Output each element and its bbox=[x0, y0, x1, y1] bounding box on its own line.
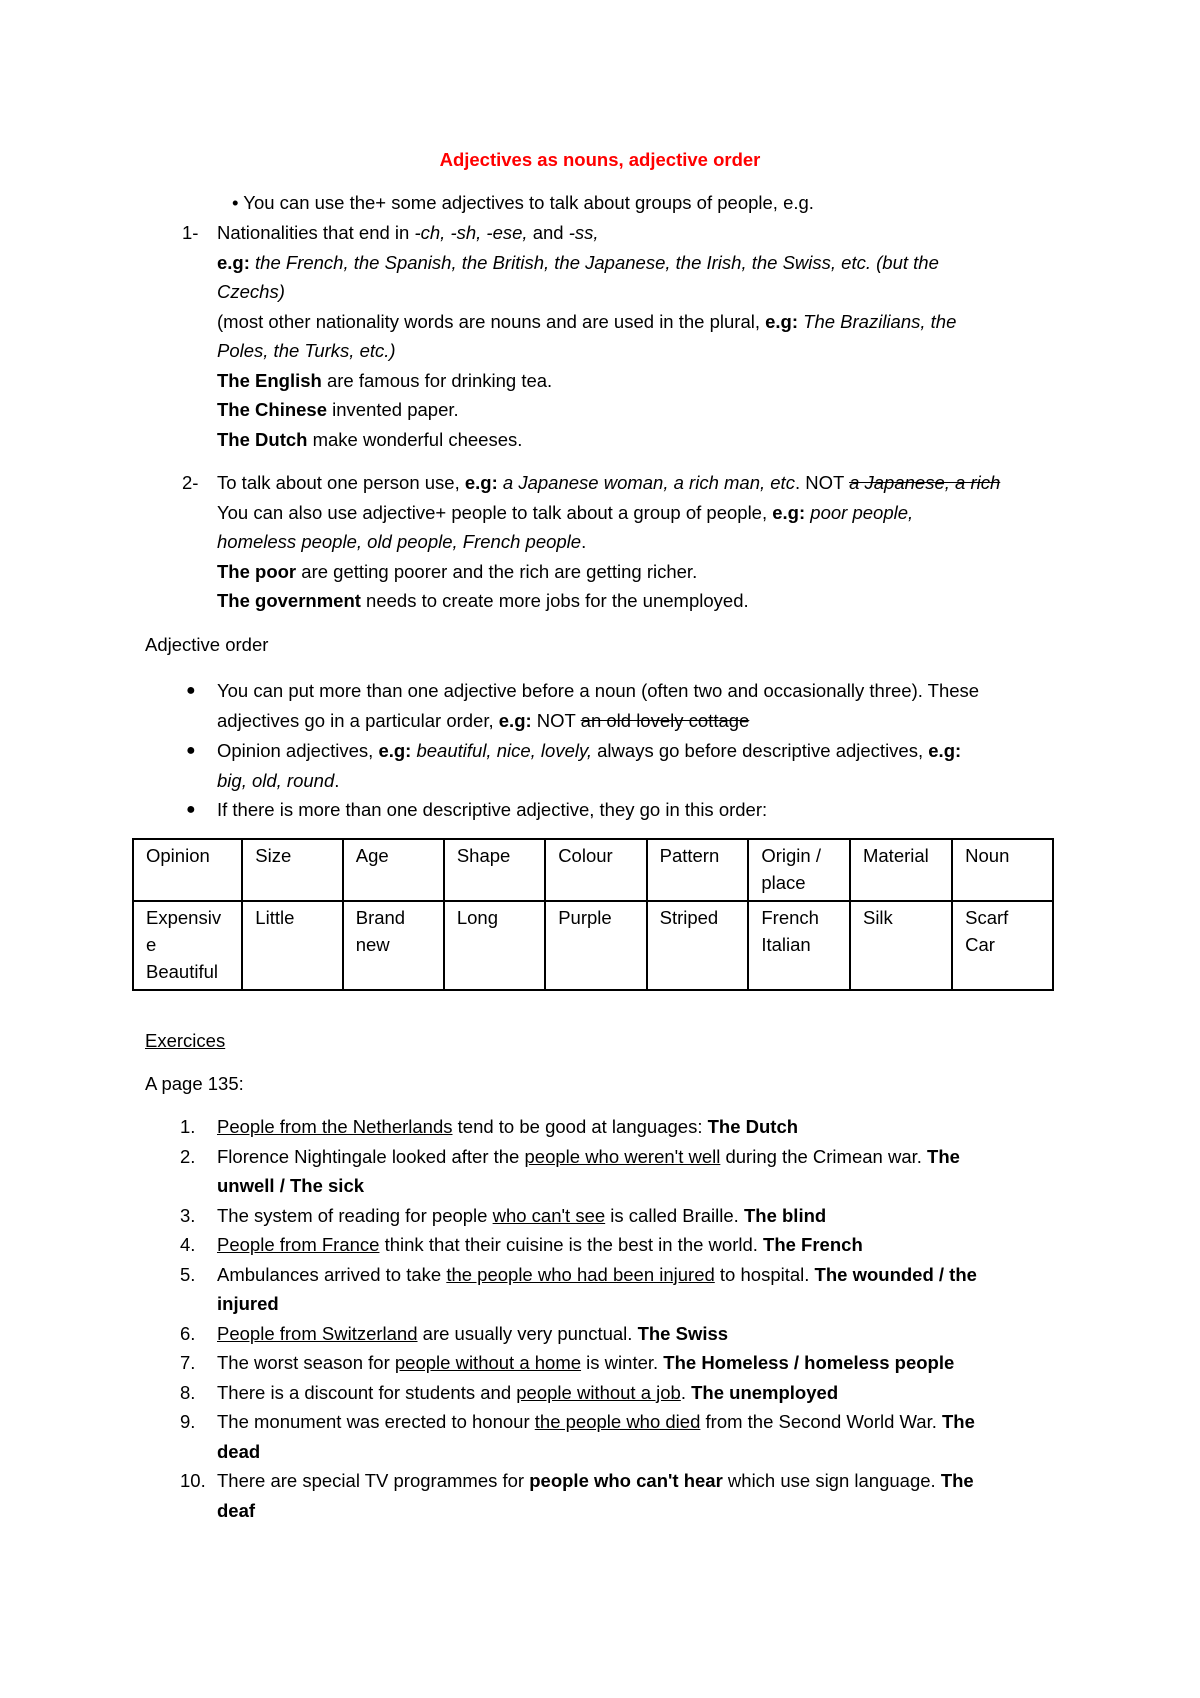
exercises-heading: Exercices bbox=[145, 1030, 226, 1051]
list-item bbox=[145, 1142, 1075, 1201]
item1-note: (most other nationality words are nouns and are used in the plural, e.g: The Brazilians, the bbox=[217, 310, 957, 332]
list-item-text: is called Braille. bbox=[605, 1204, 744, 1226]
table-cell: French Italian bbox=[748, 901, 850, 990]
item2-number: 2- bbox=[182, 472, 199, 493]
list-item bbox=[145, 1230, 1075, 1260]
list-item-text: There are special TV programmes for bbox=[217, 1470, 530, 1491]
answer-text: unwell / The sick bbox=[217, 1175, 365, 1196]
answer-text: The Dutch bbox=[707, 1116, 799, 1137]
underlined-phrase: People from France bbox=[217, 1234, 380, 1255]
order-bullet-1: You can put more than one adjective before a noun (often two and occasionally three). These adjectives go in a particular order, e.g: NOT an old lovely cottage bbox=[217, 680, 980, 731]
list-item-number: 3. bbox=[180, 1204, 196, 1226]
underlined-phrase: people without a home bbox=[394, 1352, 582, 1373]
table-cell: Brand new bbox=[343, 901, 444, 990]
item2-block bbox=[217, 468, 1097, 616]
answer-text: The French bbox=[763, 1234, 863, 1255]
list-item-number: 7. bbox=[180, 1352, 196, 1373]
list-item-text: The worst season for bbox=[217, 1352, 395, 1373]
table-header-cell: Shape bbox=[444, 839, 545, 901]
adjective-order-table bbox=[132, 838, 1054, 991]
list-item-number: 2. bbox=[180, 1145, 196, 1167]
list-item bbox=[145, 1378, 1075, 1408]
list-item-number: 6. bbox=[180, 1322, 196, 1344]
list-item-number: 4. bbox=[180, 1234, 196, 1255]
list-item-number: 1. bbox=[180, 1116, 196, 1137]
list-item-text: Florence Nightingale looked after the bbox=[217, 1145, 525, 1167]
exercises-subheading: A page 135: bbox=[145, 1073, 244, 1094]
table-row bbox=[133, 901, 1053, 990]
list-item bbox=[145, 1201, 1075, 1231]
adjective-order-heading: Adjective order bbox=[145, 634, 269, 655]
list-item-text: is winter. bbox=[581, 1352, 664, 1373]
list-item-text: The system of reading for people bbox=[217, 1204, 493, 1226]
table-cell: Silk bbox=[850, 901, 952, 990]
table-cell: Expensiv e Beautiful bbox=[133, 901, 242, 990]
list-item bbox=[145, 1466, 1075, 1525]
underlined-phrase: the people who had been injured bbox=[446, 1263, 715, 1285]
item1-eg: e.g: the French, the Spanish, the British, the Japanese, the Irish, the Swiss, etc. (but the bbox=[217, 251, 939, 273]
table-cell: Purple bbox=[545, 901, 646, 990]
item1-example-english: The English are famous for drinking tea. bbox=[217, 369, 553, 391]
table-cell: Scarf Car bbox=[952, 901, 1053, 990]
order-bullet-2: Opinion adjectives, e.g: beautiful, nice, lovely, always go before descriptive adjectives, e.g: big, old, round. bbox=[217, 740, 962, 791]
answer-text: The Homeless / homeless people bbox=[663, 1352, 955, 1373]
bold-phrase: people who can't hear bbox=[529, 1470, 723, 1491]
table-header-cell: Colour bbox=[545, 839, 646, 901]
item2-line3: homeless people, old people, French people. bbox=[217, 531, 587, 552]
answer-text: injured bbox=[217, 1293, 279, 1314]
item1-example-dutch: The Dutch make wonderful cheeses. bbox=[217, 428, 523, 450]
table-header-cell: Opinion bbox=[133, 839, 242, 901]
answer-text: deaf bbox=[217, 1499, 256, 1521]
list-item-text: tend to be good at languages: bbox=[452, 1116, 708, 1137]
list-item-number: 9. bbox=[180, 1411, 196, 1432]
exercise-list bbox=[145, 1112, 1075, 1525]
item1-line1: Nationalities that end in -ch, -sh, -ese, and -ss, bbox=[217, 222, 599, 243]
table-cell: Striped bbox=[647, 901, 749, 990]
answer-text: The wounded / the bbox=[814, 1263, 977, 1285]
underlined-phrase: who can't see bbox=[492, 1204, 606, 1226]
item1-example-chinese: The Chinese invented paper. bbox=[217, 399, 459, 420]
list-item-text: think that their cuisine is the best in the world. bbox=[379, 1234, 764, 1255]
list-item-number: 8. bbox=[180, 1381, 196, 1403]
list-item bbox=[145, 1319, 1075, 1349]
underlined-phrase: People from Switzerland bbox=[217, 1322, 418, 1344]
table-header-row bbox=[133, 839, 1053, 901]
list-item bbox=[145, 1407, 1075, 1466]
item2-line2: You can also use adjective+ people to talk about a group of people, e.g: poor people, bbox=[217, 501, 914, 523]
list-item-text: The monument was erected to honour bbox=[217, 1411, 535, 1432]
table-cell: Long bbox=[444, 901, 545, 990]
list-item bbox=[145, 1348, 1075, 1378]
table-header-cell: Noun bbox=[952, 839, 1053, 901]
list-item-number: 5. bbox=[180, 1263, 196, 1285]
list-item-text: from the Second World War. bbox=[700, 1411, 942, 1432]
underlined-phrase: People from the Netherlands bbox=[217, 1116, 453, 1137]
item2-line1: To talk about one person use, e.g: a Japanese woman, a rich man, etc. NOT a Japanese, a rich bbox=[217, 472, 1001, 493]
item1-number: 1- bbox=[182, 222, 199, 243]
intro-bullet-line bbox=[232, 188, 814, 218]
item1-eg-cont: Czechs) bbox=[217, 281, 285, 302]
bullet-icon: ● bbox=[186, 801, 196, 818]
underlined-phrase: people who weren't well bbox=[524, 1145, 721, 1167]
answer-text: dead bbox=[217, 1440, 261, 1462]
list-item-text: Ambulances arrived to take bbox=[217, 1263, 447, 1285]
list-item-text: which use sign language. bbox=[722, 1470, 941, 1491]
table-header-cell: Pattern bbox=[647, 839, 749, 901]
answer-text: The bbox=[927, 1145, 960, 1167]
bullet-icon: • bbox=[232, 192, 239, 213]
item2-example-government: The government needs to create more jobs for the unemployed. bbox=[217, 590, 749, 611]
item1-note-cont: Poles, the Turks, etc.) bbox=[217, 340, 396, 361]
table-header-cell: Size bbox=[242, 839, 342, 901]
underlined-phrase: people without a job bbox=[516, 1381, 681, 1403]
answer-text: The blind bbox=[743, 1204, 827, 1226]
page-title: Adjectives as nouns, adjective order bbox=[439, 149, 761, 170]
underlined-phrase: the people who died bbox=[534, 1411, 701, 1432]
intro-bullet-text: You can use the+ some adjectives to talk about groups of people, e.g. bbox=[243, 192, 814, 213]
bullet-icon: ● bbox=[186, 682, 196, 699]
list-item-text: to hospital. bbox=[714, 1263, 815, 1285]
table-header-cell: Origin / place bbox=[748, 839, 850, 901]
order-bullet-3: If there is more than one descriptive adjective, they go in this order: bbox=[217, 799, 768, 820]
bullet-icon: ● bbox=[186, 742, 196, 759]
list-item-text: during the Crimean war. bbox=[720, 1145, 928, 1167]
list-item-number: 10. bbox=[180, 1470, 206, 1491]
answer-text: The Swiss bbox=[637, 1322, 729, 1344]
table-header-cell: Age bbox=[343, 839, 444, 901]
answer-text: The bbox=[940, 1470, 974, 1491]
table-cell: Little bbox=[242, 901, 342, 990]
list-item-text: are usually very punctual. bbox=[417, 1322, 638, 1344]
answer-text: The unemployed bbox=[691, 1381, 839, 1403]
list-item-text: There is a discount for students and bbox=[217, 1381, 517, 1403]
list-item bbox=[145, 1112, 1075, 1142]
item2-example-poor: The poor are getting poorer and the rich are getting richer. bbox=[217, 560, 698, 582]
item1-block bbox=[217, 218, 1097, 454]
list-item bbox=[145, 1260, 1075, 1319]
table-header-cell: Material bbox=[850, 839, 952, 901]
answer-text: The bbox=[942, 1411, 975, 1432]
list-item-text: . bbox=[680, 1381, 692, 1403]
